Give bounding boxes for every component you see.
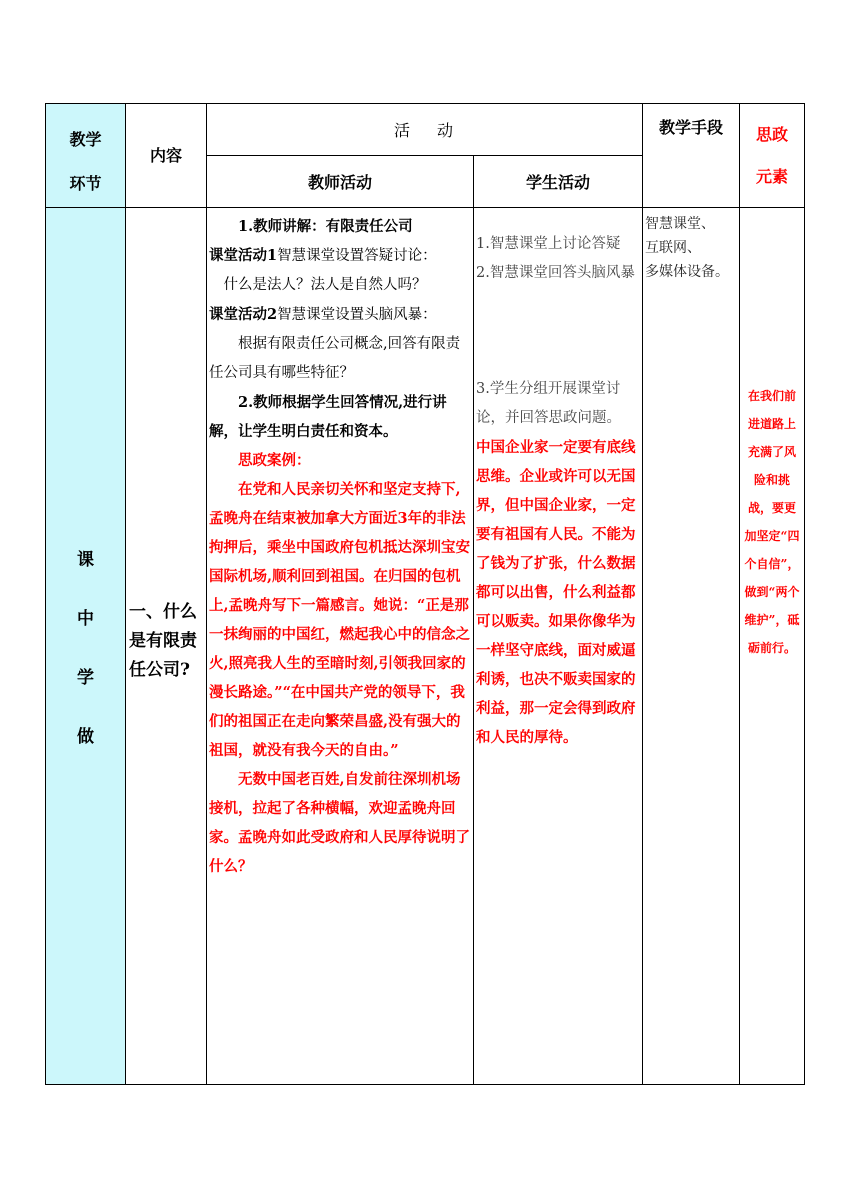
student-item-3: 3.学生分组开展课堂讨论，并回答思政问题。 (476, 381, 621, 426)
teacher-activity-1 (209, 241, 471, 271)
teaching-means-cell (643, 208, 740, 1085)
teacher-point-1: 1.教师讲解：有限责任公司 (238, 218, 413, 235)
ideological-element-cell: 在我们前进道路上充满了风险和挑战，要更加坚定“四个自信”，做到“两个维护”，砥砺前行。 (740, 208, 805, 1085)
header-activities: 活 动 (207, 104, 643, 156)
header-stage-label: 教学环节 (69, 130, 102, 193)
header-ideological-label: 思政元素 (755, 124, 788, 186)
teacher-activity-2 (209, 300, 471, 330)
activity-2-label: 课堂活动2 (209, 306, 278, 323)
stage-char: 做 (77, 727, 94, 747)
header-means: 教学手段 (643, 104, 740, 208)
activity-2-text: 智慧课堂设置头脑风暴： (277, 307, 437, 323)
header-teacher: 教师活动 (207, 156, 474, 208)
header-stage (46, 104, 126, 208)
student-answer: 中国企业家一定要有底线思维。企业或许可以无国界，但中国企业家，一定要有祖国有人民。不能为了钱为了扩张，什么数据都可以出售，什么利益都可以贩卖。如果你像华为一样坚守底线，面对威逼利诱，也决不贩卖国家的利益，那一定会得到政府和人民的厚待。 (476, 439, 636, 746)
student-item-1: 1.智慧课堂上讨论答疑 (476, 236, 621, 252)
activity-1-text: 智慧课堂设置答疑讨论： (277, 248, 437, 264)
lesson-plan-table (45, 103, 805, 1085)
ideological-case-text: 在党和人民亲切关怀和坚定支持下,孟晚舟在结束被加拿大方面近3年的非法拘押后，乘坐中国政府包机抵达深圳宝安国际机场,顺利回到祖国。在归国的包机上,孟晚舟写下一篇感言。她说：“正是那一抹绚丽的中国红，燃起我心中的信念之火,照亮我人生的至暗时刻,引领我回家的漫长路途。”“在中国共产党的领导下，我们的祖国正在走向繁荣昌盛,没有强大的祖国，就没有我今天的自由。” (209, 481, 470, 759)
student-item-2: 2.智慧课堂回答头脑风暴 (476, 265, 635, 281)
means-item: 互联网、 (645, 240, 701, 256)
stage-char: 课 (77, 550, 94, 570)
means-item: 智慧课堂、 (645, 216, 715, 232)
means-item: 多媒体设备。 (645, 264, 729, 280)
teacher-point-2: 2.教师根据学生回答情况,进行讲解，让学生明白责任和资本。 (209, 394, 447, 440)
header-student: 学生活动 (474, 156, 643, 208)
stage-cell (46, 208, 126, 1085)
ideological-case-question: 无数中国老百姓,自发前往深圳机场接机，拉起了各种横幅，欢迎孟晚舟回家。孟晚舟如此受政府和人民厚待说明了什么？ (209, 771, 470, 875)
teacher-question-1: 什么是法人？法人是自然人吗？ (223, 277, 427, 293)
content-cell: 一、什么是有限责任公司? (126, 208, 207, 1085)
student-activity-cell (474, 208, 643, 1085)
header-ideological (740, 104, 805, 208)
ideological-case-title: 思政案例： (238, 452, 311, 469)
stage-char: 学 (77, 668, 94, 688)
teacher-question-2: 根据有限责任公司概念,回答有限责任公司具有哪些特征？ (209, 336, 461, 381)
teacher-activity-cell (207, 208, 474, 1085)
stage-char: 中 (77, 609, 94, 629)
header-content: 内容 (126, 104, 207, 208)
activity-1-label: 课堂活动1 (209, 247, 278, 264)
